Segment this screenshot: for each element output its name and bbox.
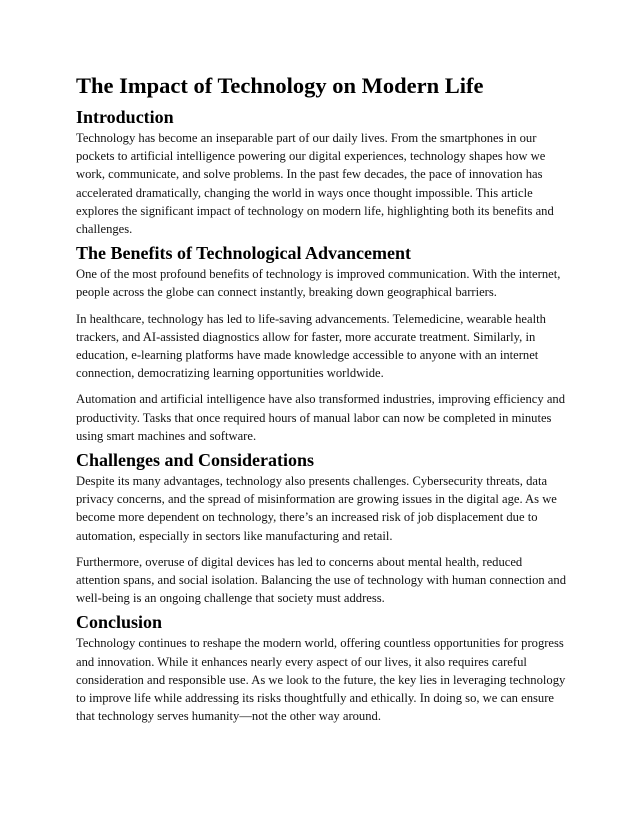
- section-heading: Conclusion: [76, 612, 163, 633]
- section-introduction: [76, 106, 566, 238]
- paragraph: In healthcare, technology has led to life-saving advancements. Telemedicine, wearable health trackers, and AI-assisted diagnostics allow for faster, more accurate treatment. Similarly, in education, e-learning platforms have made knowledge accessible to anyone with an internet connection, democratizing learning opportunities worldwide.: [76, 311, 546, 381]
- paragraph: Despite its many advantages, technology also presents challenges. Cybersecurity threats, data privacy concerns, and the spread of misinformation are growing issues in the digital age. As we become more dependent on technology, there’s an increased risk of job displacement due to automation, especially in sectors like manufacturing and retail.: [76, 474, 557, 543]
- paragraph: Automation and artificial intelligence have also transformed industries, improving efficiency and productivity. Tasks that once required hours of manual labor can now be completed in minutes using smart machines and software.: [76, 392, 566, 443]
- section-heading: Challenges and Considerations: [76, 450, 315, 471]
- document-page: [76, 72, 566, 729]
- section-heading: The Benefits of Technological Advancement: [76, 243, 412, 264]
- paragraph: Technology continues to reshape the modern world, offering countless opportunities for progress and innovation. While it enhances nearly every aspect of our lives, it also requires careful consideration and responsible use. As we look to the future, the key lies in leveraging technology to improve life while addressing its risks thoughtfully and ethically. In doing so, we can ensure that technology serves humanity—not the other way around.: [76, 636, 566, 724]
- section-heading: Introduction: [76, 107, 174, 127]
- paragraph: Furthermore, overuse of digital devices has led to concerns about mental health, reduced attention spans, and social isolation. Balancing the use of technology with human connection and well-being is an ongoing challenge that society must address.: [76, 554, 566, 606]
- section-conclusion: [76, 611, 566, 725]
- section-benefits: [76, 242, 566, 445]
- section-challenges: [76, 449, 566, 607]
- paragraph: One of the most profound benefits of technology is improved communication. With the internet, people across the globe can connect instantly, breaking down geographical barriers.: [76, 267, 561, 300]
- document-title: The Impact of Technology on Modern Life: [76, 73, 484, 98]
- paragraph: Technology has become an inseparable part of our daily lives. From the smartphones in our pockets to artificial intelligence powering our digital experiences, technology shapes how we work, communicate, and solve problems. In the past few decades, the pace of innovation has accelerated dramatically, changing the world in ways once thought impossible. This article explores the significant impact of technology on modern life, highlighting both its benefits and challenges.: [76, 131, 554, 237]
